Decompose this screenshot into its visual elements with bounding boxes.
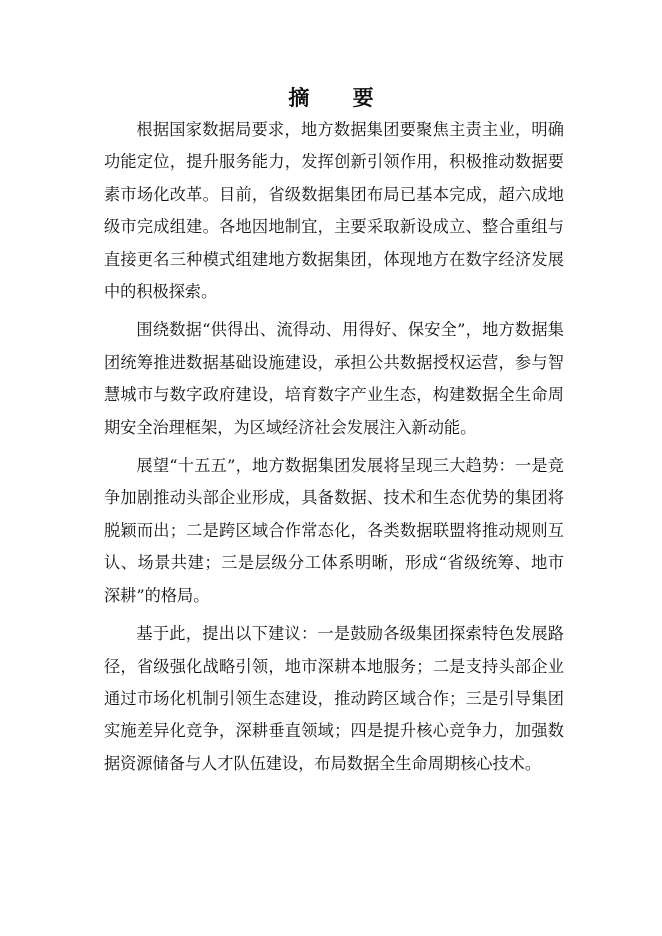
paragraph-4: 基于此，提出以下建议：一是鼓励各级集团探索特色发展路径，省级强化战略引领，地市深耕本地服务；二是支持头部企业通过市场化机制引领生态建设，推动跨区域合作；三是引导集团实施差异化竞争，深耕垂直领域；四是提升核心竞争力，加强数据资源储备与人才队伍建设，布局数据全生命周期核心技术。: [104, 624, 564, 773]
paragraph-1: 根据国家数据局要求，地方数据集团要聚焦主责主业，明确功能定位，提升服务能力，发挥创新引领作用，积极推动数据要素市场化改革。目前，省级数据集团布局已基本完成，超六成地级市完成组建。各地因地制宜，主要采取新设成立、整合重组与直接更名三种模式组建地方数据集团，体现地方在数字经济发展中的积极探索。: [104, 120, 564, 302]
paragraph-3: 展望“十五五”，地方数据集团发展将呈现三大趋势：一是竞争加剧推动头部企业形成，具备数据、技术和生态优势的集团将脱颖而出；二是跨区域合作常态化，各类数据联盟将推动规则互认、场景共建；三是层级分工体系明晰，形成“省级统筹、地市深耕”的格局。: [104, 456, 564, 605]
abstract-body: [104, 114, 564, 786]
paragraph-2: 围绕数据“供得出、流得动、用得好、保安全”，地方数据集团统筹推进数据基础设施建设，承担公共数据授权运营，参与智慧城市与数字政府建设，培育数字产业生态，构建数据全生命周期安全治理框架，为区域经济社会发展注入新动能。: [104, 320, 564, 437]
page-title: 摘 要: [288, 86, 392, 110]
